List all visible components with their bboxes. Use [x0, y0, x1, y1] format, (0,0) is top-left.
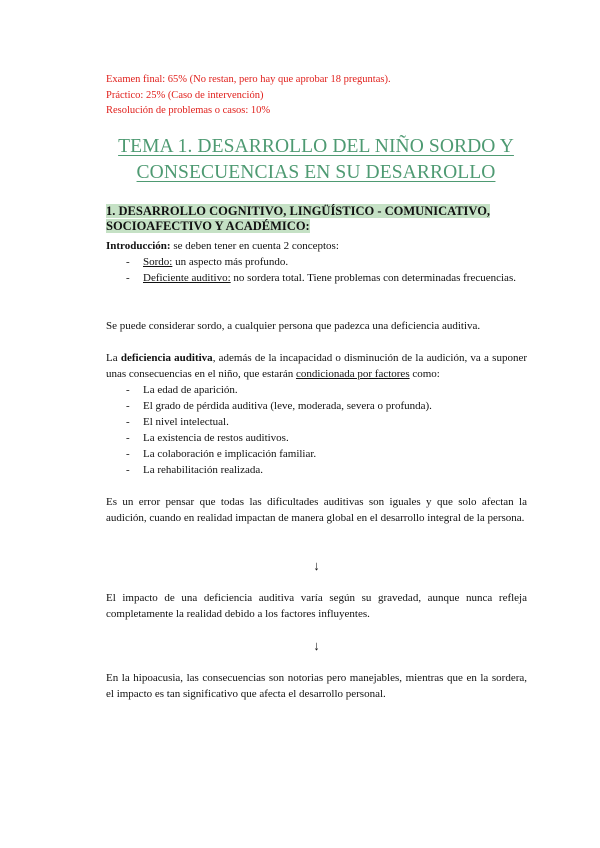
concept-term: Deficiente auditivo: [143, 272, 231, 284]
factor-item: - La rehabilitación realizada. [106, 462, 527, 478]
text-run: , además de la incapacidad o disminución de la audición, va a suponer unas consecuencias en el niño, que estarán [106, 352, 527, 380]
factors-underlined: condicionada por factores [295, 368, 410, 380]
concept-item-sordo [106, 254, 527, 270]
section-heading-text: 1. DESARROLLO COGNITIVO, LINGÜÍSTICO - COMUNICATIVO, SOCIOAFECTIVO Y ACADÉMICO: [106, 204, 491, 233]
deficiencia-term: deficiencia auditiva [120, 352, 213, 364]
factor-item: - El grado de pérdida auditiva (leve, moderada, severa o profunda). [106, 398, 527, 414]
concept-item-deficiente [106, 270, 527, 286]
factor-item: - La existencia de restos auditivos. [106, 430, 527, 446]
topic-title: TEMA 1. DESARROLLO DEL NIÑO SORDO Y CONSECUENCIAS EN SU DESARROLLO [118, 136, 514, 183]
down-arrow-icon: ↓ [313, 638, 320, 653]
paragraph-hipoacusia: En la hipoacusia, las consecuencias son notorias pero manejables, mientras que en la sordera, el impacto es tan significativo que afecta el desarrollo personal. [106, 672, 527, 700]
deficiencia-text [106, 350, 527, 382]
section-heading [106, 204, 526, 234]
paragraph-error: Es un error pensar que todas las dificultades auditivas son iguales y que solo afectan la audición, cuando en realidad impactan de manera global en el desarrollo integral de la persona. [106, 496, 527, 524]
grading-practical: Práctico: 25% (Caso de intervención) [106, 89, 264, 101]
concept-definition: no sordera total. Tiene problemas con determinadas frecuencias. [230, 272, 516, 284]
concept-definition: un aspecto más profundo. [172, 256, 289, 268]
factor-item: - El nivel intelectual. [106, 414, 527, 430]
down-arrow-icon: ↓ [313, 558, 320, 573]
introduction-line [106, 238, 527, 254]
introduction-block [106, 238, 527, 286]
factor-item: - La colaboración e implicación familiar. [106, 446, 527, 462]
grading-problem-solving: Resolución de problemas o casos: 10% [106, 105, 271, 116]
factors-list [106, 382, 527, 478]
introduction-text: se deben tener en cuenta 2 conceptos: [170, 240, 339, 252]
introduction-label: Introducción: [106, 240, 171, 252]
factor-item: - La edad de aparición. [106, 382, 527, 398]
concepts-list [106, 254, 527, 286]
paragraph-deficiencia [106, 350, 527, 478]
paragraph-impacto: El impacto de una deficiencia auditiva varía según su gravedad, aunque nunca refleja completamente la realidad debido a los factores influyentes. [106, 592, 527, 620]
paragraph-sordo: Se puede considerar sordo, a cualquier persona que padezca una deficiencia auditiva. [106, 320, 481, 332]
text-run: La [106, 352, 121, 364]
concept-term: Sordo: [143, 256, 173, 268]
text-run: como: [409, 368, 440, 380]
grading-criteria [106, 72, 391, 119]
grading-final-exam: Examen final: 65% (No restan, pero hay que aprobar 18 preguntas). [106, 74, 391, 85]
